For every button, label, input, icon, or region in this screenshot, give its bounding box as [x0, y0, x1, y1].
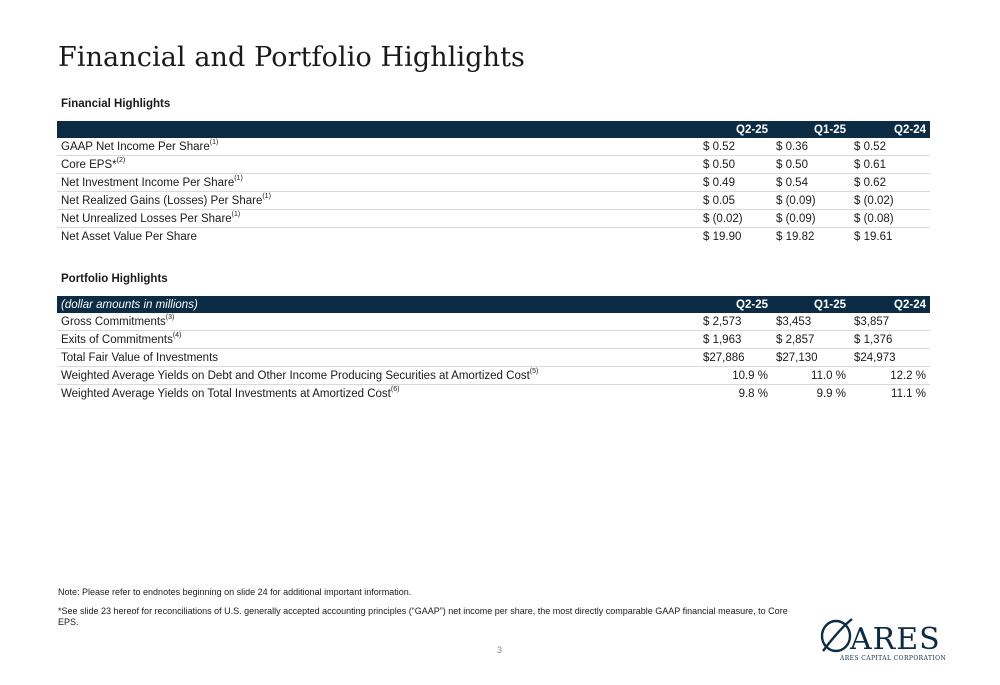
table-cell: $ 19.90 [703, 230, 742, 243]
table-cell: 11.1 % [891, 387, 926, 400]
financial-highlights-table [57, 121, 930, 245]
row-label: Core EPS*$^{(2)}$ [57, 156, 699, 174]
portfolio-highlights-table [57, 296, 930, 402]
table-cell: $ 0.49 [699, 174, 772, 192]
table-cell: $ 0.50 [772, 156, 850, 174]
table-cell: $27,130 [772, 349, 850, 367]
table-cell: $ 0.54 [772, 174, 850, 192]
table-cell: $ 0.52 [699, 138, 772, 156]
financial-table-header [57, 121, 930, 138]
portfolio-highlights-heading: Portfolio Highlights [61, 273, 168, 285]
table-cell: 11.0 % [772, 367, 850, 385]
table-row [57, 331, 930, 349]
column-header: Q2-24 [894, 123, 926, 136]
row-label: Total Fair Value of Investments [57, 349, 699, 367]
table-cell: $ 0.61 [850, 156, 930, 174]
svg-text:ARES CAPITAL CORPORATION: ARES CAPITAL CORPORATION [840, 655, 947, 662]
table-cell: $ 0.36 [772, 138, 850, 156]
column-header: Q1-25 [814, 123, 846, 136]
table-cell: $ 2,573 [699, 313, 772, 331]
table-cell: 9.8 % [738, 387, 768, 400]
table-row [57, 156, 930, 174]
row-label: Net Asset Value Per Share [61, 230, 197, 243]
table-cell: $ (0.09) [772, 192, 850, 210]
row-label: Net Unrealized Losses Per Share$^{(1)}$ [57, 210, 699, 228]
core-eps-footnote: *See slide 23 hereof for reconciliations of U.S. generally accepted accounting principles (“GAAP”) net income per share, the most directly comparable GAAP financial measure, to Core EPS. [58, 606, 788, 627]
table-cell: 10.9 % [699, 367, 772, 385]
table-row [57, 210, 930, 228]
ares-logo [818, 617, 958, 665]
table-cell: $ 19.82 [776, 230, 815, 243]
row-label: Weighted Average Yields on Total Investments at Amortized Cost$^{(6)}$ [61, 385, 400, 400]
table-cell: $ 1,963 [699, 331, 772, 349]
header-label: (dollar amounts in millions) [61, 298, 198, 311]
table-cell: $ 0.05 [699, 192, 772, 210]
page-number: 3 [497, 645, 503, 655]
row-label: Gross Commitments$^{(3)}$ [57, 313, 699, 331]
table-row [57, 174, 930, 192]
row-label: Weighted Average Yields on Debt and Other Income Producing Securities at Amortized Cost$^{(5)}$ [57, 367, 699, 385]
page-title: Financial and Portfolio Highlights [58, 42, 526, 73]
row-label: Net Investment Income Per Share$^{(1)}$ [57, 174, 699, 192]
table-cell: $27,886 [699, 349, 772, 367]
table-row [57, 228, 930, 246]
row-label: Net Realized Gains (Losses) Per Share$^{(1)}$ [57, 192, 699, 210]
table-row [57, 385, 930, 403]
table-cell: $ (0.08) [850, 210, 930, 228]
table-cell: 12.2 % [850, 367, 930, 385]
financial-highlights-heading: Financial Highlights [61, 98, 171, 110]
table-cell: $ (0.09) [772, 210, 850, 228]
column-header: Q2-24 [894, 298, 926, 311]
portfolio-table-header [57, 296, 930, 313]
svg-text:ARES: ARES [850, 622, 941, 657]
row-label: Exits of Commitments$^{(4)}$ [57, 331, 699, 349]
column-header: Q1-25 [814, 298, 846, 311]
table-cell: $ (0.02) [699, 210, 772, 228]
table-cell: $ 2,857 [772, 331, 850, 349]
table-row [57, 349, 930, 367]
endnote-reference: Note: Please refer to endnotes beginning on slide 24 for additional important information. [58, 587, 412, 597]
table-cell: $3,857 [850, 313, 930, 331]
table-cell: $ 0.52 [850, 138, 930, 156]
table-row [57, 313, 930, 331]
table-row [57, 138, 930, 156]
table-cell: $ 0.50 [699, 156, 772, 174]
table-cell: $3,453 [772, 313, 850, 331]
row-label: GAAP Net Income Per Share$^{(1)}$ [57, 138, 699, 156]
table-row [57, 192, 930, 210]
column-header: Q2-25 [736, 298, 768, 311]
table-cell: $ 0.62 [850, 174, 930, 192]
table-cell: $ (0.02) [850, 192, 930, 210]
column-header: Q2-25 [736, 123, 768, 136]
table-cell: $ 1,376 [850, 331, 930, 349]
table-row [57, 367, 930, 385]
ares-logo-mark-icon [818, 617, 958, 665]
table-cell: 9.9 % [816, 387, 846, 400]
table-cell: $24,973 [850, 349, 930, 367]
table-cell: $ 19.61 [854, 230, 893, 243]
